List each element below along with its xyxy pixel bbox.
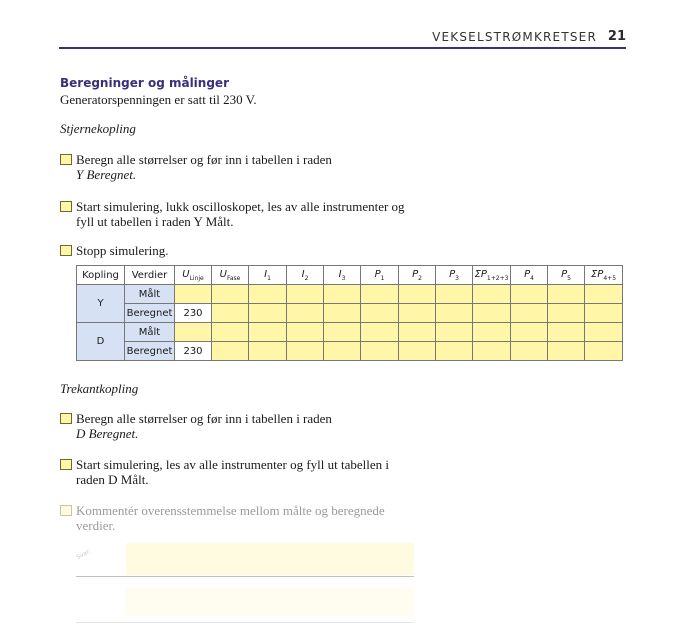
table-cell[interactable] — [287, 342, 324, 361]
row-label-malt: Målt — [125, 285, 175, 304]
task-star-calculate: Beregn alle størrelser og før inn i tabellen i raden Y Beregnet. — [60, 152, 420, 182]
table-cell[interactable] — [361, 304, 399, 323]
table-row — [77, 342, 623, 361]
col-p1: $P_1$ — [361, 266, 399, 285]
table-cell[interactable] — [548, 342, 585, 361]
table-cell[interactable] — [585, 323, 623, 342]
col-p5: $P_5$ — [548, 266, 585, 285]
table-cell[interactable] — [175, 285, 212, 304]
task-comment: Kommentér overensstemmelse mellom målte og beregnede verdier. — [60, 503, 420, 533]
table-cell[interactable] — [473, 304, 511, 323]
row-kopling-d: D — [77, 323, 125, 361]
table-cell[interactable] — [436, 304, 473, 323]
row-kopling-y: Y — [77, 285, 125, 323]
table-cell[interactable] — [212, 304, 249, 323]
checkbox[interactable] — [60, 413, 72, 424]
table-row — [77, 304, 623, 323]
table-cell[interactable] — [511, 304, 548, 323]
row-label-malt: Målt — [125, 323, 175, 342]
table-header-row — [77, 266, 623, 285]
page-number: 21 — [607, 29, 626, 44]
divider — [76, 576, 414, 577]
table-cell[interactable] — [473, 342, 511, 361]
table-cell[interactable] — [548, 285, 585, 304]
table-cell[interactable] — [324, 304, 361, 323]
task-star-stop: Stopp simulering. — [60, 243, 420, 258]
col-p4: $P_4$ — [511, 266, 548, 285]
answer-area — [76, 543, 414, 623]
col-u-linje: $U_{Linje}$ — [175, 266, 212, 285]
table-cell[interactable] — [511, 285, 548, 304]
table-cell[interactable] — [324, 285, 361, 304]
task-delta-simulate: Start simulering, les av alle instrumenter og fyll ut tabellen i raden D Målt. — [60, 457, 420, 487]
section-title: Beregninger og målinger — [60, 76, 229, 90]
table-cell[interactable] — [212, 342, 249, 361]
table-cell[interactable] — [324, 342, 361, 361]
table-row — [77, 323, 623, 342]
table-cell[interactable] — [175, 323, 212, 342]
col-kopling: Kopling — [77, 266, 125, 285]
table-cell[interactable] — [287, 285, 324, 304]
table-cell[interactable] — [361, 285, 399, 304]
table-cell[interactable] — [436, 323, 473, 342]
chapter-title: VEKSELSTRØMKRETSER — [432, 30, 597, 44]
table-cell[interactable] — [436, 285, 473, 304]
col-i2: $I_2$ — [287, 266, 324, 285]
col-sum123: $\Sigma P_{1+2+3}$ — [473, 266, 511, 285]
task-star-simulate: Start simulering, lukk oscilloskopet, les av alle instrumenter og fyll ut tabellen i raden Y Målt. — [60, 199, 420, 229]
row-label-beregnet: Beregnet — [125, 342, 175, 361]
table-cell[interactable] — [511, 342, 548, 361]
answer-label: Svar: — [75, 547, 93, 562]
col-verdier: Verdier — [125, 266, 175, 285]
table-cell[interactable] — [399, 342, 436, 361]
task-delta-calculate: Beregn alle størrelser og før inn i tabellen i raden D Beregnet. — [60, 411, 420, 441]
table-row — [77, 285, 623, 304]
answer-field[interactable] — [126, 588, 414, 616]
col-i1: $I_1$ — [249, 266, 287, 285]
col-i3: $I_3$ — [324, 266, 361, 285]
col-u-fase: $U_{Fase}$ — [212, 266, 249, 285]
table-cell[interactable] — [287, 323, 324, 342]
table-cell[interactable] — [511, 323, 548, 342]
table-cell[interactable] — [548, 323, 585, 342]
delta-heading: Trekantkopling — [60, 381, 139, 396]
checkbox[interactable] — [60, 201, 72, 212]
table-cell[interactable] — [399, 323, 436, 342]
table-cell[interactable] — [324, 323, 361, 342]
value-cell: 230 — [175, 304, 212, 323]
table-cell[interactable] — [249, 342, 287, 361]
table-cell[interactable] — [249, 323, 287, 342]
col-p2: $P_2$ — [399, 266, 436, 285]
table-cell[interactable] — [473, 323, 511, 342]
table-cell[interactable] — [361, 323, 399, 342]
checkbox[interactable] — [60, 245, 72, 256]
table-cell[interactable] — [585, 285, 623, 304]
measurement-table — [76, 265, 623, 361]
table-cell[interactable] — [287, 304, 324, 323]
divider — [76, 622, 414, 623]
col-p3: $P_3$ — [436, 266, 473, 285]
table-cell[interactable] — [399, 285, 436, 304]
table-cell[interactable] — [212, 285, 249, 304]
table-cell[interactable] — [361, 342, 399, 361]
table-cell[interactable] — [548, 304, 585, 323]
col-sum45: $\Sigma P_{4+5}$ — [585, 266, 623, 285]
table-cell[interactable] — [399, 304, 436, 323]
intro-text: Generatorspenningen er satt til 230 V. — [60, 92, 257, 107]
row-label-beregnet: Beregnet — [125, 304, 175, 323]
value-cell: 230 — [175, 342, 212, 361]
table-cell[interactable] — [585, 342, 623, 361]
checkbox[interactable] — [60, 154, 72, 165]
table-cell[interactable] — [436, 342, 473, 361]
table-cell[interactable] — [212, 323, 249, 342]
table-cell[interactable] — [249, 304, 287, 323]
star-heading: Stjernekopling — [60, 121, 136, 136]
answer-field[interactable] — [126, 543, 414, 575]
checkbox[interactable] — [60, 459, 72, 470]
table-cell[interactable] — [473, 285, 511, 304]
checkbox[interactable] — [60, 505, 72, 516]
page-header — [59, 27, 626, 49]
table-cell[interactable] — [249, 285, 287, 304]
table-cell[interactable] — [585, 304, 623, 323]
